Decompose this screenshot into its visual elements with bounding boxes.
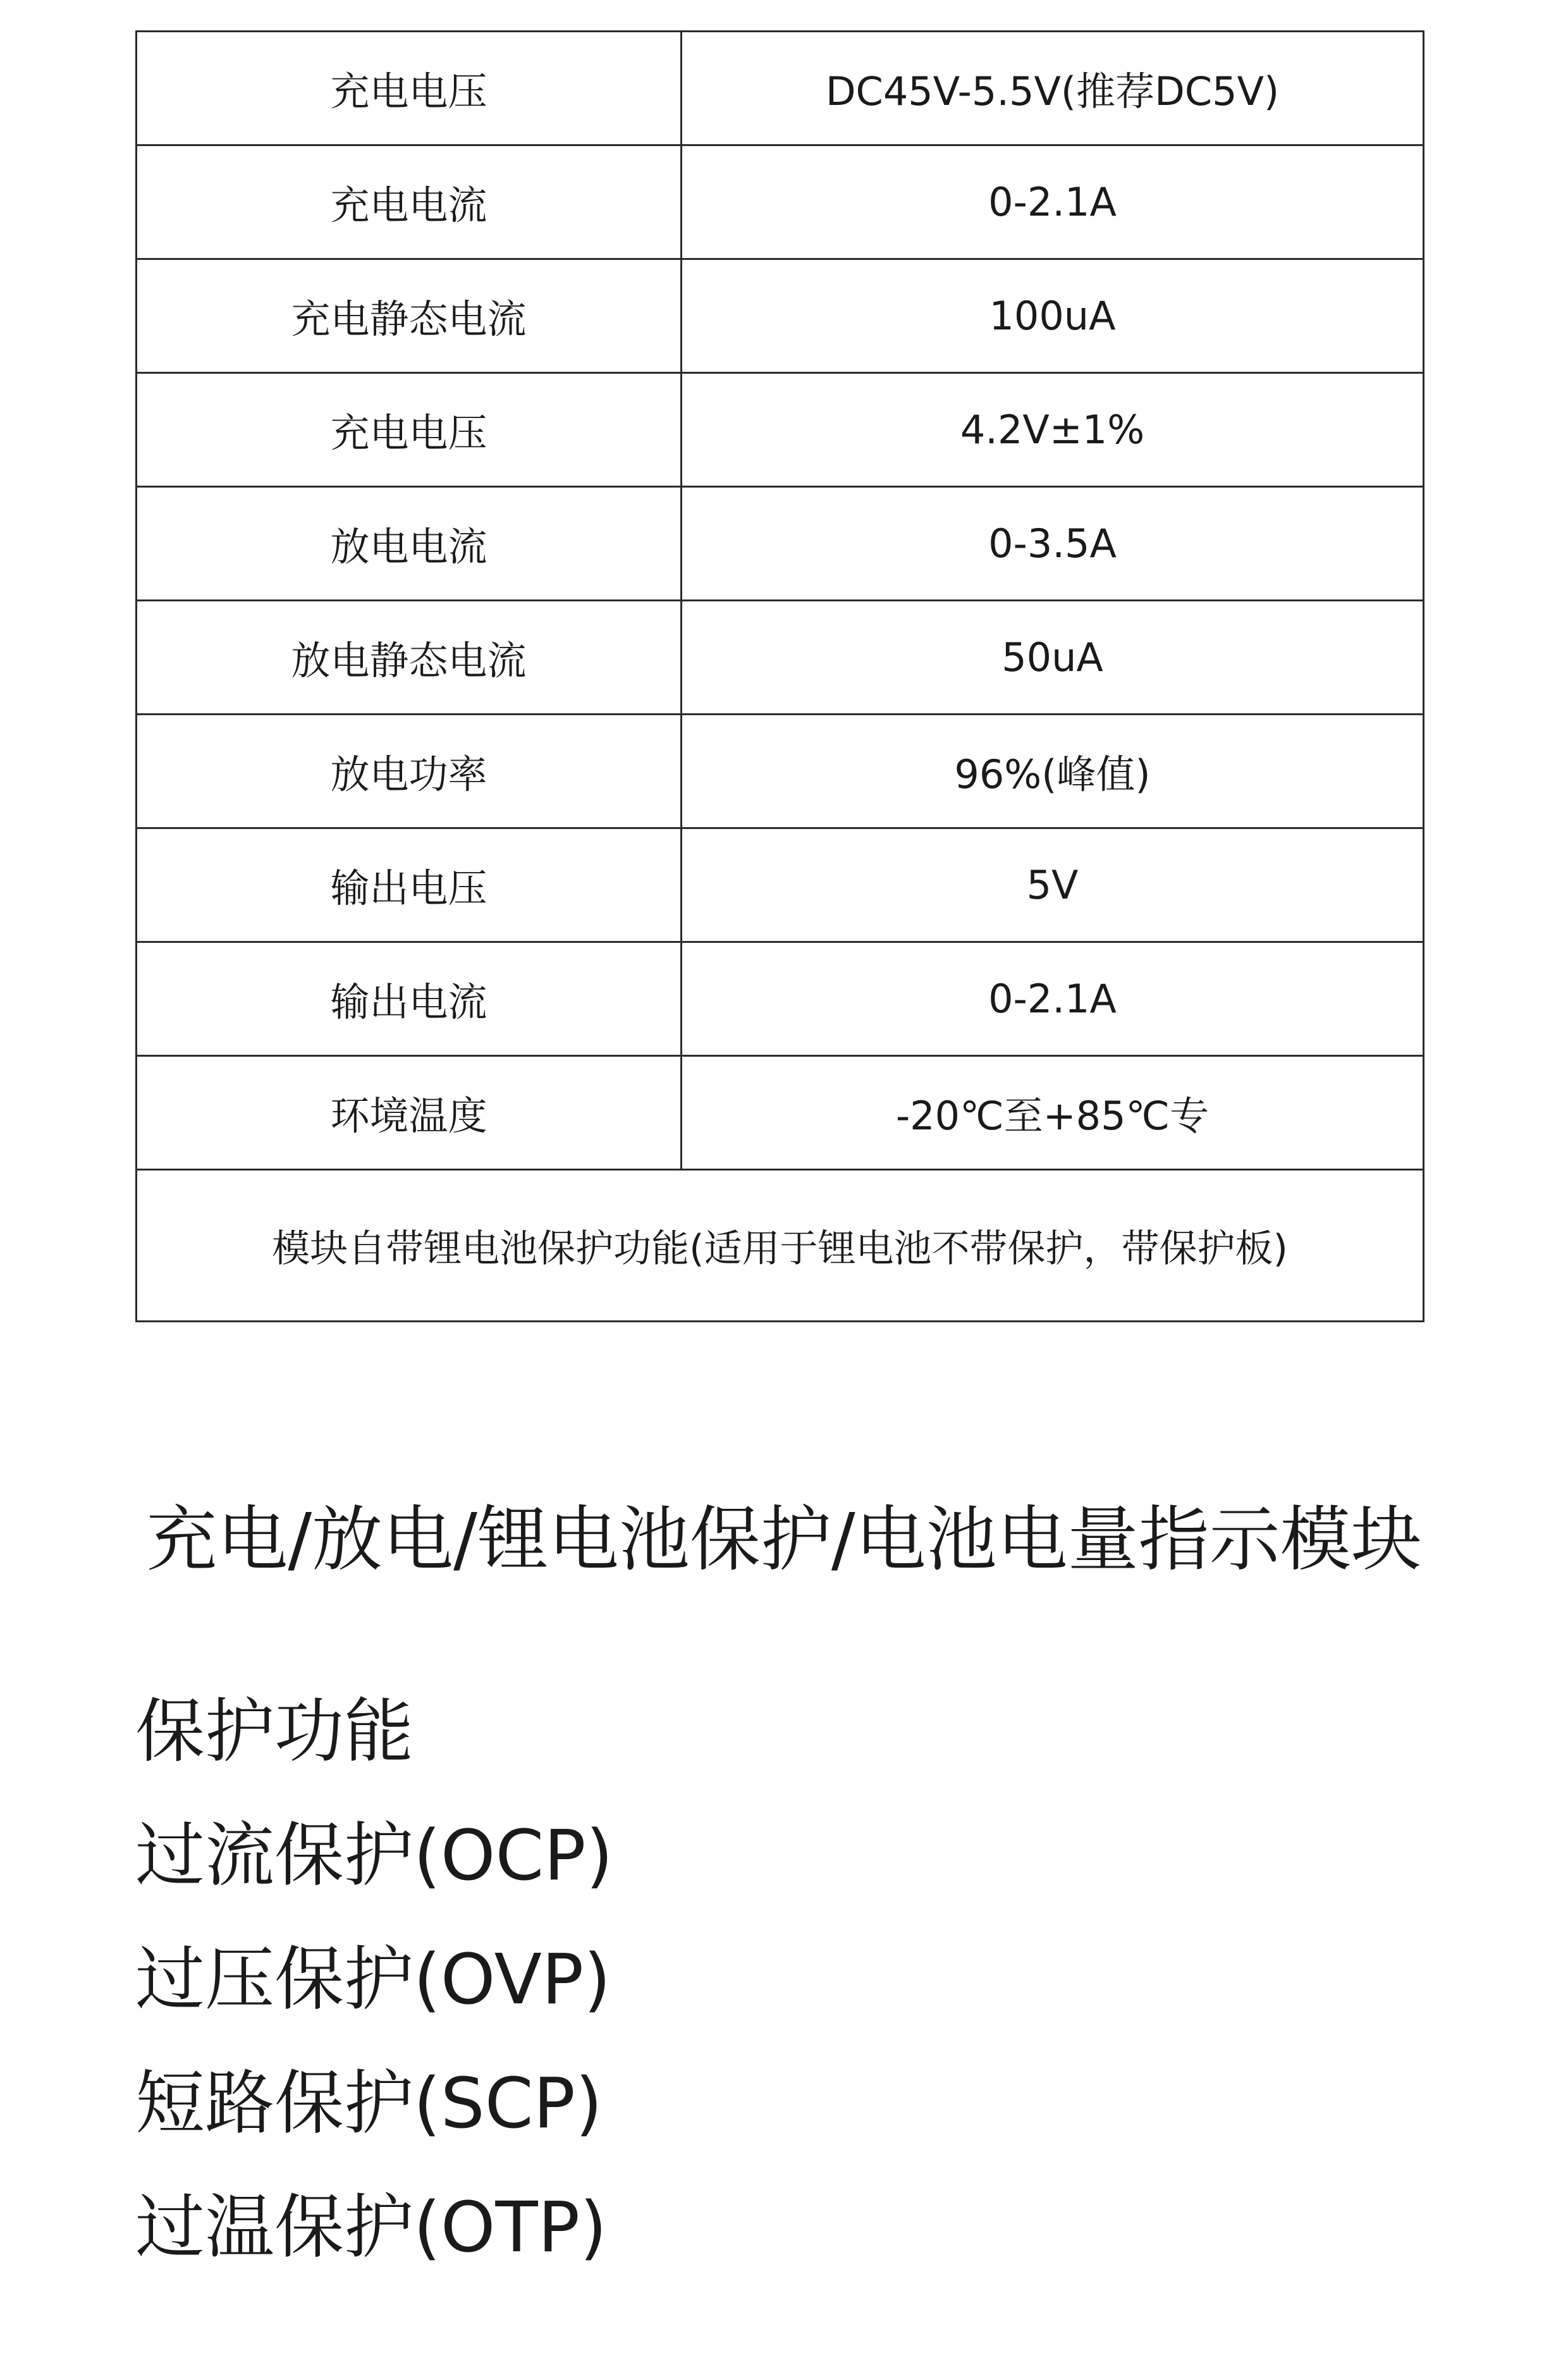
list-item: 过流保护(OCP) xyxy=(135,1815,613,1896)
table-row xyxy=(137,32,1424,145)
table-row xyxy=(137,942,1424,1056)
param-cell: 输出电压 xyxy=(137,828,682,942)
param-cell: 输出电流 xyxy=(137,942,682,1056)
table-row xyxy=(137,1056,1424,1170)
value-cell: 0-2.1A xyxy=(682,942,1424,1056)
table-row xyxy=(137,828,1424,942)
param-cell: 放电功率 xyxy=(137,715,682,828)
list-item: 过温保护(OTP) xyxy=(135,2187,607,2268)
value-cell: 100uA xyxy=(682,259,1424,373)
table-row xyxy=(137,373,1424,487)
param-cell: 充电电压 xyxy=(137,373,682,487)
list-item: 过压保护(OVP) xyxy=(135,1939,611,2020)
page-title: 充电/放电/锂电池保护/电池电量指示模块 xyxy=(146,1499,1422,1581)
table-note: 模块自带锂电池保护功能(适用于锂电池不带保护，带保护板) xyxy=(137,1170,1424,1322)
list-item: 短路保护(SCP) xyxy=(135,2063,603,2144)
param-cell: 充电电压 xyxy=(137,32,682,145)
table-row xyxy=(137,145,1424,259)
param-cell: 充电电流 xyxy=(137,145,682,259)
table-row xyxy=(137,601,1424,715)
feature-heading: 保护功能 xyxy=(135,1691,413,1772)
param-cell: 充电静态电流 xyxy=(137,259,682,373)
param-cell: 放电电流 xyxy=(137,487,682,601)
value-cell: -20℃至+85℃专 xyxy=(682,1056,1424,1170)
feature-list xyxy=(135,1669,613,2289)
value-cell: 50uA xyxy=(682,601,1424,715)
value-cell: 5V xyxy=(682,828,1424,942)
table-row xyxy=(137,715,1424,828)
value-cell: 4.2V±1% xyxy=(682,373,1424,487)
value-cell: 0-3.5A xyxy=(682,487,1424,601)
param-cell: 放电静态电流 xyxy=(137,601,682,715)
param-cell: 环境温度 xyxy=(137,1056,682,1170)
value-cell: 0-2.1A xyxy=(682,145,1424,259)
value-cell: 96%(峰值) xyxy=(682,715,1424,828)
table-row xyxy=(137,487,1424,601)
table-note-row xyxy=(137,1170,1424,1322)
spec-table xyxy=(135,30,1424,1322)
value-cell: DC45V-5.5V(推荐DC5V) xyxy=(682,32,1424,145)
table-row xyxy=(137,259,1424,373)
